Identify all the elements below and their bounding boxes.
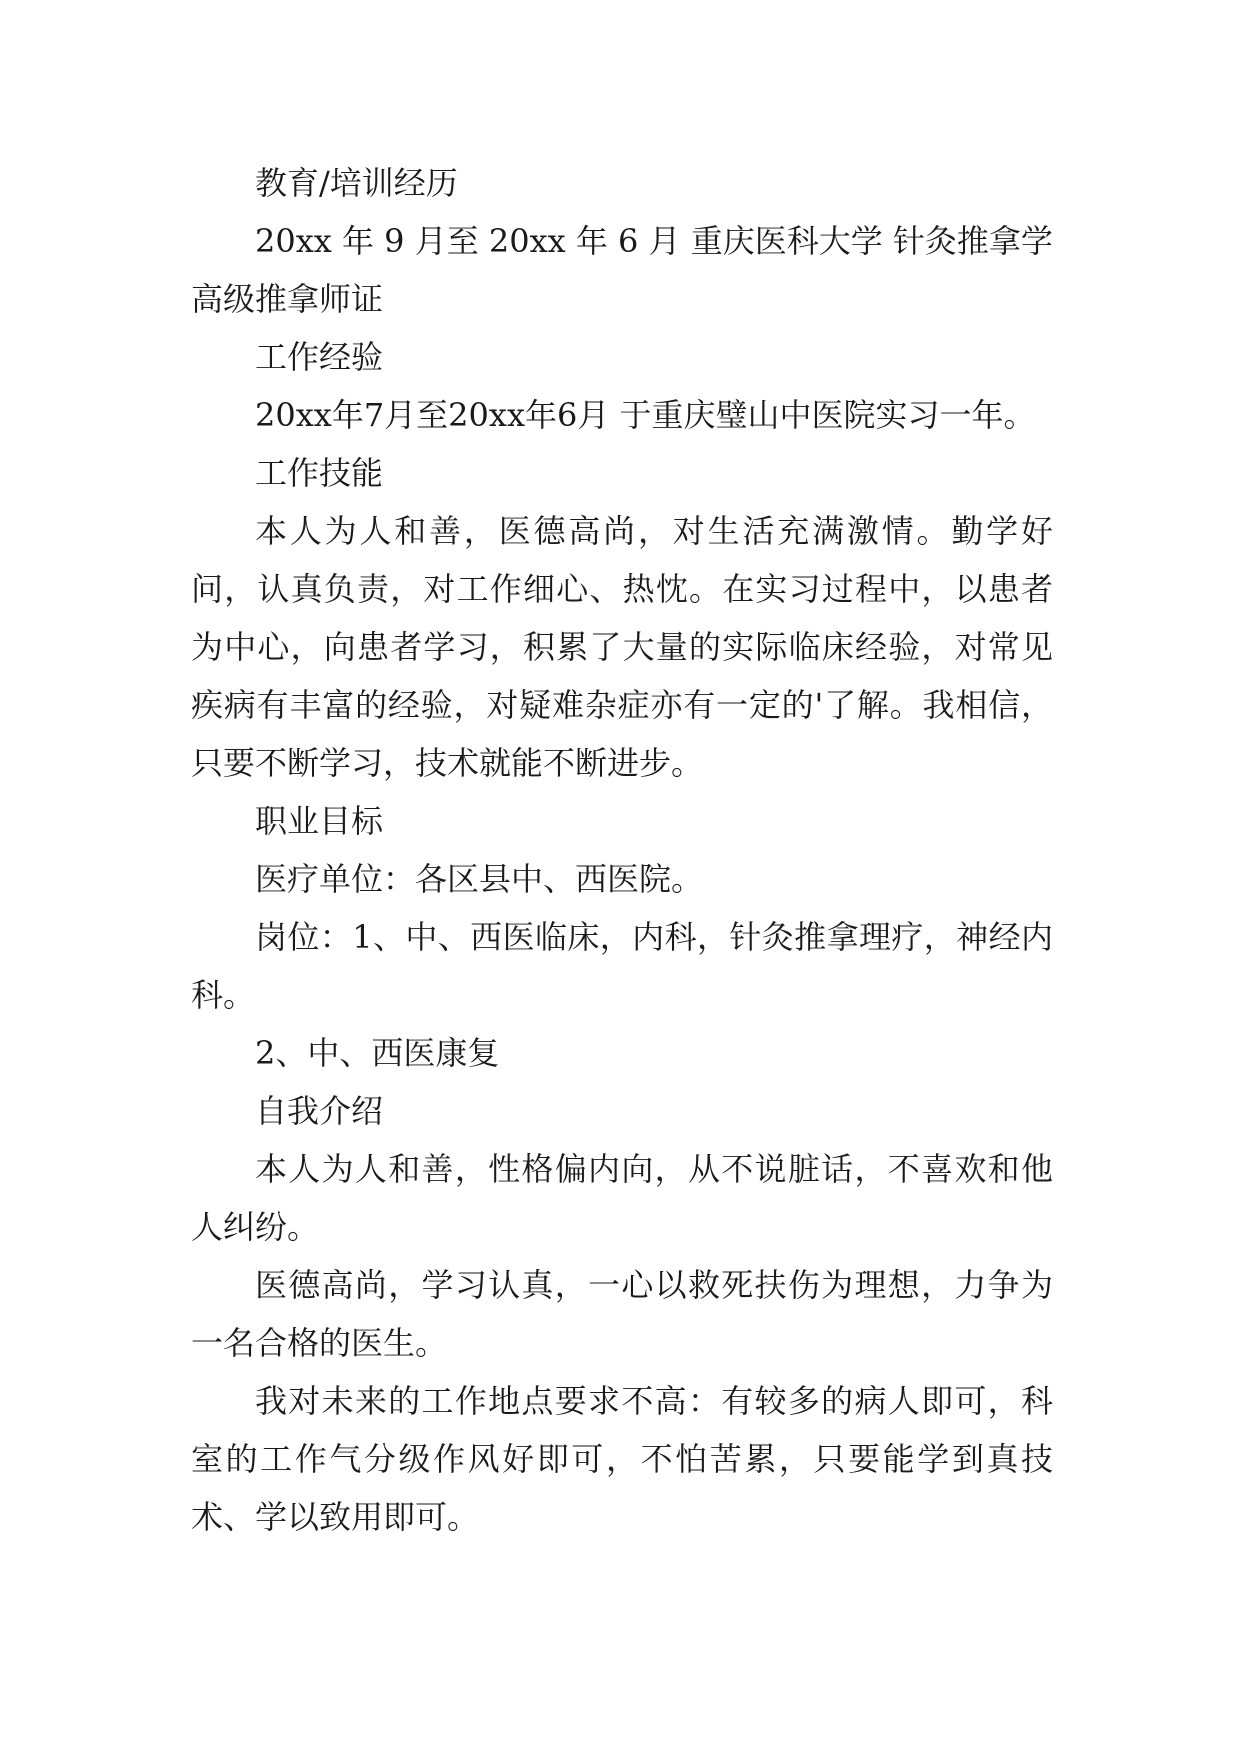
self-intro-paragraph-1: 本人为人和善，性格偏内向，从不说脏话，不喜欢和他人纠纷。 [191,1150,1053,1246]
self-intro-paragraph-3: 我对未来的工作地点要求不高：有较多的病人即可，科室的工作气分级作风好即可，不怕苦累，只要能学到真技术、学以致用即可。 [191,1382,1053,1536]
self-intro-paragraph-2: 医德高尚，学习认真，一心以救死扶伤为理想，力争为一名合格的医生。 [191,1266,1053,1362]
career-goal-position-2: 2、中、西医康复 [255,1034,500,1072]
section-heading-self-introduction: 自我介绍 [255,1092,384,1130]
certificate-line: 高级推拿师证 [191,280,384,318]
work-skills-paragraph: 本人为人和善，医德高尚，对生活充满激情。勤学好问，认真负责，对工作细心、热忱。在实习过程中，以患者为中心，向患者学习，积累了大量的实际临床经验，对常见疾病有丰富的经验，对疑难杂症亦有一定的'了解。我相信，只要不断学习，技术就能不断进步。 [191,512,1053,782]
document-body [191,154,1053,1546]
education-entry: 20xx 年 9 月至 20xx 年 6 月 重庆医科大学 针灸推拿学 [255,222,1053,260]
career-goal-position-1: 岗位：1、中、西医临床，内科，针灸推拿理疗，神经内科。 [191,918,1053,1014]
work-experience-entry: 20xx年7月至20xx年6月 于重庆璧山中医院实习一年。 [255,396,1036,434]
section-heading-education: 教育/培训经历 [255,164,458,202]
career-goal-unit: 医疗单位：各区县中、西医院。 [255,860,704,898]
section-heading-work-experience: 工作经验 [255,338,384,376]
section-heading-career-goal: 职业目标 [255,802,384,840]
section-heading-work-skills: 工作技能 [255,454,384,492]
